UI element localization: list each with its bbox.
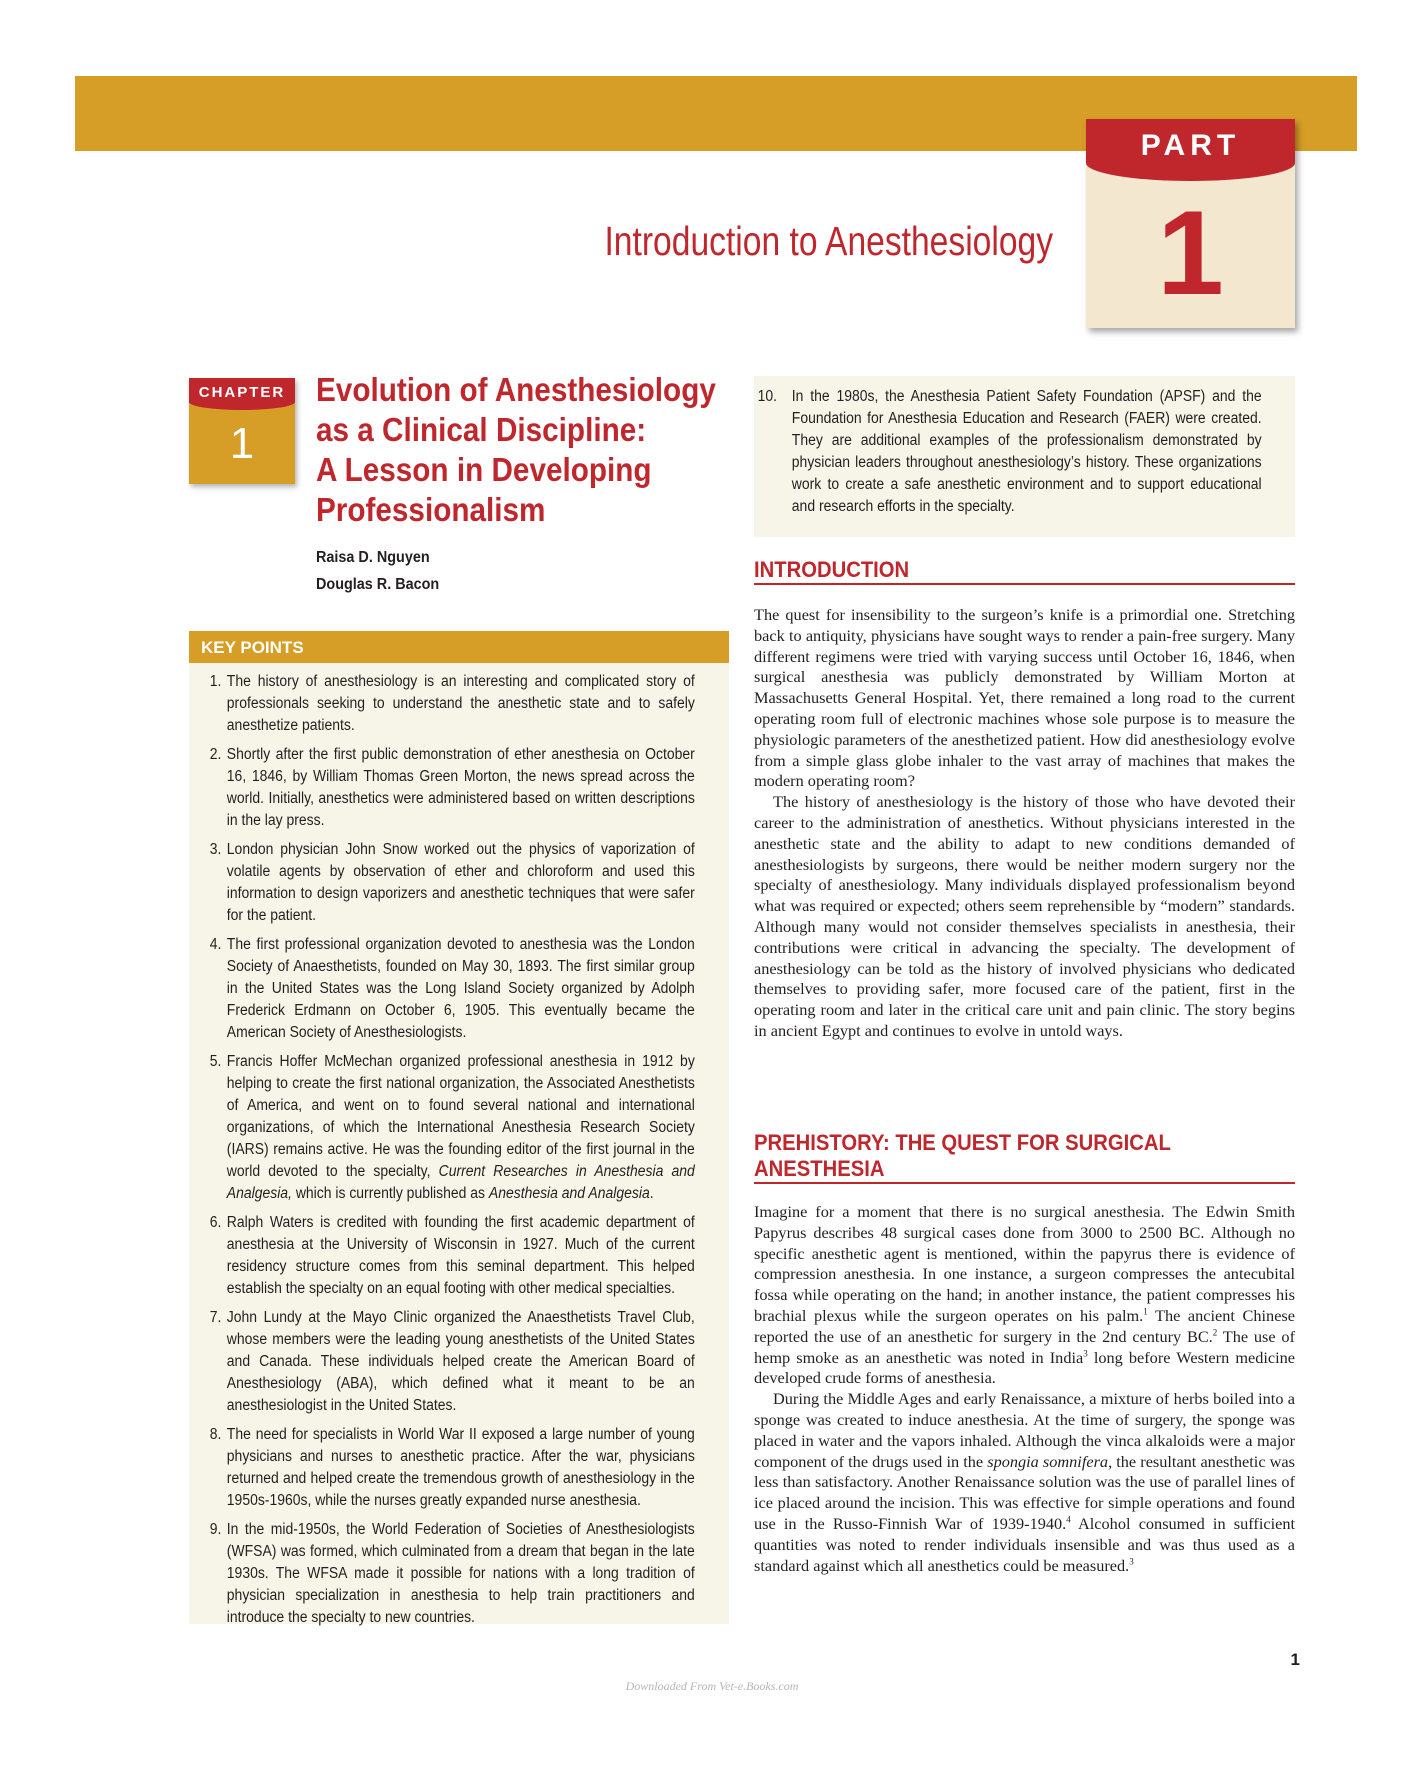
key-point-number: 7. [209,1309,222,1326]
reference-marker: 2 [1212,1327,1218,1338]
section-heading-text: INTRODUCTION [754,557,910,582]
key-point-text: Ralph Waters is credited with founding the first academic department of anesthesia at the University of Wisconsin in 1927. Much of the current residency structure comes from this seminal department. This helped establish the specialty on an equal footing with other medical specialties. [226,1214,695,1297]
chapter-title-line: Evolution of Anesthesiology [316,371,716,408]
part-number: 1 [1157,186,1224,320]
key-point-number: 4. [209,936,222,953]
key-point-number: 1. [209,673,222,690]
key-point-number: 6. [209,1214,222,1231]
author-list [316,544,439,598]
chapter-badge [189,378,295,484]
key-point-text: . [649,1185,654,1202]
paragraph [754,1202,1295,1389]
key-point-number: 2. [209,746,222,763]
author-name: Raisa D. Nguyen [316,549,430,566]
key-point-item [189,671,695,737]
key-point-text: In the mid-1950s, the World Federation of Societies of Anesthesiologists (WFSA) was formed, which culminated from a dream that began in the late 1930s. The WFSA made it possible for nations with a long tradition of physician specialization in anesthesia to help train practitioners and introduce the specialty to new countries. [226,1521,695,1626]
key-point-item [189,839,695,927]
key-point-item [189,1307,695,1417]
page-number: 1 [1290,1650,1300,1669]
chapter-label: CHAPTER [198,384,286,401]
paragraph [754,1389,1295,1576]
part-label: PART [1140,129,1241,162]
paragraph-text: Alcohol consumed in sufficient quantities was noted to render individuals insensible and was thus used as a standard against which all anesthetics could be measured. [754,1513,1295,1575]
journal-title: Current Researches in Anesthesia and Analgesia, [226,1163,695,1202]
part-badge [1086,119,1295,328]
reference-marker: 4 [1066,1514,1071,1525]
key-point-number: 3. [209,841,222,858]
key-point-text: John Lundy at the Mayo Clinic organized the Anaesthetists Travel Club, whose members were the leading young anesthetists of the United States and Canada. These individuals helped create the American Board of Anesthesiology (ABA), which defined what it meant to be an anesthesiologist in the United States. [226,1309,695,1414]
key-point-item [189,1212,695,1300]
key-point-number: 10. [757,388,778,405]
key-point-text: In the 1980s, the Anesthesia Patient Safety Foundation (APSF) and the Foundation for Anesthesia Education and Research (FAER) were created. They are additional examples of the professionalism demonstrated by physician leaders throughout anesthesiology’s history. These organizations work to create a safe anesthetic environment and to support educational and research efforts in the specialty. [791,388,1262,515]
key-point-text: The need for specialists in World War II exposed a large number of young physicians and nurses to anesthetic practice. After the war, physicians returned and helped create the tremendous growth of anesthesiology in the 1950s-1960s, while the nurses greatly expanded nurse anesthesia. [226,1426,695,1509]
paragraph-text: The use of hemp smoke as an anesthetic was noted in India [754,1326,1295,1367]
key-points-list-continued [754,386,1294,525]
key-point-item [189,1424,695,1512]
key-point-item [754,386,1262,518]
paragraph: The history of anesthesiology is the history of those who have devoted their career to the administration of anesthetics. Without physicians interested in the anesthetic state and the ability to adapt to new conditions demanded of anesthesiologists by surgeons, there would be neither modern surgery nor the specialty of anesthesiology. Many individuals displayed professionalism beyond what was required or expected; others seem reprehensible by “modern” standards. Although many would not consider themselves specialists in anesthesia, their contributions were critical in advancing the specialty. The development of anesthesiology can be told as the history of involved physicians who dedicated themselves to providing safer, more focused care of the patient, first in the operating room and later in the critical care unit and pain clinic. The story begins in ancient Egypt and continues to evolve in untold ways. [754,792,1295,1040]
watermark: Downloaded From Vet-e.Books.com [625,1679,799,1693]
journal-title: Anesthesia and Analgesia [488,1185,650,1202]
paragraph-text: The ancient Chinese reported the use of an anesthetic for surgery in the 2nd century BC. [754,1305,1295,1346]
section-heading-line: PREHISTORY: THE QUEST FOR SURGICAL [754,1130,1171,1155]
key-points-heading-text: KEY POINTS [201,638,304,657]
key-point-item [189,1051,695,1205]
paragraph-text: Imagine for a moment that there is no surgical anesthesia. The Edwin Smith Papyrus describes 48 surgical cases done from 3000 to 2500 BC. Although no specific anesthetic agent is mentioned, within the papyrus there is evidence of compression anesthesia. In one instance, a surgeon compresses the antecubital fossa while operating on the hand; in another instance, the patient compresses his brachial plexus while the surgeon operates on his palm. [754,1202,1295,1325]
chapter-title [316,370,784,530]
key-point-text: which is currently published as [291,1185,489,1202]
introduction-heading [754,557,1295,585]
prehistory-body [754,1202,1295,1576]
key-points-box [189,631,729,1624]
key-point-text: Francis Hoffer McMechan organized professional anesthesia in 1912 by helping to create the first national organization, the Associated Anesthetists of America, and went on to found several national and international organizations, of which the International Anesthesia Research Society (IARS) remains active. He was the founding editor of the first journal in the world devoted to the specialty, [226,1053,695,1180]
paragraph-text: , the resultant anesthetic was less than satisfactory. Another Renaissance solution was the use of parallel lines of ice placed around the incision. This was effective for simple operations and found use in the Russo-Finnish War of 1939-1940. [754,1451,1295,1533]
chapter-title-line: as a Clinical Discipline: [316,411,647,448]
key-point-text: The history of anesthesiology is an interesting and complicated story of professionals seeking to understand the anesthetic state and to safely anesthetize patients. [226,673,695,734]
paragraph: The quest for insensibility to the surgeon’s knife is a primordial one. Stretching back to antiquity, physicians have sought ways to render a pain-free surgery. Many different regimens were tried with varying success until October 16, 1846, when surgical anesthesia was publicly demonstrated by William Morton at Massachusetts General Hospital. Yet, there remained a long road to the current operating room full of electronic machines whose sole purpose is to measure the physiologic parameters of the anesthetized patient. How did anesthesiology evolve from a simple glass globe inhaler to the vast array of machines that makes the modern operating room? [754,605,1295,791]
key-points-list [189,671,729,1636]
chapter-number: 1 [229,419,255,468]
key-point-text: London physician John Snow worked out the physics of vaporization of volatile agents by observation of ether and chloroform and used this information to design vaporizers and anesthetic techniques that were safer for the patient. [226,841,695,924]
introduction-body [754,605,1295,1042]
key-point-item [189,934,695,1044]
latin-term: spongia somnifera [987,1451,1109,1471]
prehistory-heading [754,1130,1295,1184]
paragraph-text: During the Middle Ages and early Renaissance, a mixture of herbs boiled into a sponge was created to induce anesthesia. At the time of surgery, the sponge was placed in water and the vapors inhaled. Although the vinca alkaloids were a major component of the drugs used in the [754,1389,1295,1471]
key-point-number: 9. [209,1521,222,1538]
key-point-number: 5. [209,1053,222,1070]
chapter-title-line: Professionalism [316,491,546,528]
key-points-continued-box [754,376,1295,537]
reference-marker: 3 [1083,1348,1088,1359]
key-points-heading [189,631,729,663]
key-point-text: Shortly after the first public demonstration of ether anesthesia on October 16, 1846, by William Thomas Green Morton, the news spread across the world. Initially, anesthetics were administered based on written descriptions in the lay press. [226,746,695,829]
chapter-title-line: A Lesson in Developing [316,451,652,488]
reference-marker: 3 [1129,1556,1134,1567]
key-point-item [189,1519,695,1629]
section-heading-line: ANESTHESIA [754,1156,885,1181]
part-title: Introduction to Anesthesiology [604,218,1053,264]
key-point-number: 8. [209,1426,222,1443]
author-name: Douglas R. Bacon [316,576,440,593]
key-point-item [189,744,695,832]
key-point-text: The first professional organization devoted to anesthesia was the London Society of Anaesthetists, founded on May 30, 1893. The first similar group in the United States was the Long Island Society organized by Adolph Frederick Erdmann on October 6, 1905. This eventually became the American Society of Anesthesiologists. [226,936,695,1041]
paragraph-text: long before Western medicine developed crude forms of anesthesia. [754,1347,1296,1388]
reference-marker: 1 [1143,1306,1148,1317]
